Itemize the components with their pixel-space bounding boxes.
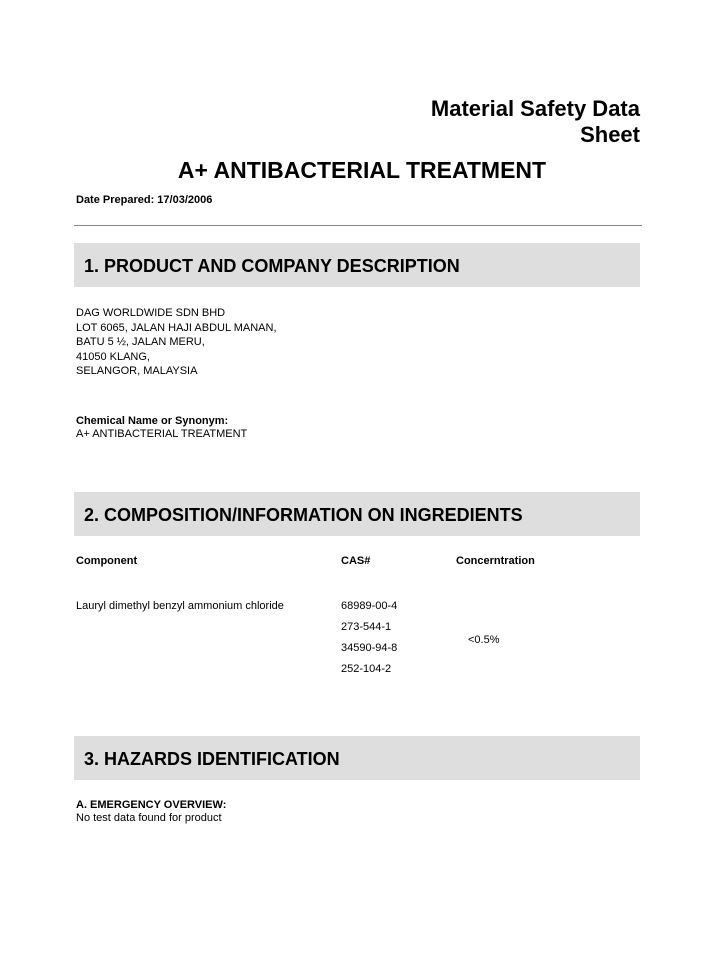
document-type-line-1: Material Safety Data [430,96,640,121]
company-address [76,306,277,379]
emergency-overview-value: No test data found for product [76,812,222,824]
address-line: LOT 6065, JALAN HAJI ABDUL MANAN, [76,321,277,334]
section-2-bar [74,492,640,536]
section-3-heading: 3. HAZARDS IDENTIFICATION [84,749,340,769]
address-line: DAG WORLDWIDE SDN BHD [76,307,226,319]
chemical-name-value: A+ ANTIBACTERIAL TREATMENT [76,428,248,440]
concentration-value: <0.5% [468,634,500,646]
product-title: A+ ANTIBACTERIAL TREATMENT [177,157,547,183]
cas-number: 68989-00-4 [341,600,398,612]
cas-number-list [341,600,397,684]
header-divider [74,225,642,226]
address-line: SELANGOR, MALAYSIA [76,365,198,377]
section-1-heading: 1. PRODUCT AND COMPANY DESCRIPTION [84,256,460,276]
section-1-bar [74,243,640,287]
section-2-heading: 2. COMPOSITION/INFORMATION ON INGREDIENTS [84,505,523,525]
column-header-cas: CAS# [341,555,371,567]
address-line: 41050 KLANG, [76,350,150,363]
emergency-overview-label: A. EMERGENCY OVERVIEW: [76,799,227,811]
document-type-title [431,96,640,148]
cas-number: 252-104-2 [341,663,392,675]
column-header-concentration: Concerntration [456,555,535,567]
document-type-line-2: Sheet [580,122,640,147]
section-3-bar [74,736,640,780]
chemical-name-block [76,415,247,441]
cas-number: 34590-94-8 [341,642,398,654]
date-prepared: Date Prepared: 17/03/2006 [76,194,213,206]
component-name: Lauryl dimethyl benzyl ammonium chloride [76,600,284,612]
cas-number: 273-544-1 [341,621,392,633]
emergency-overview-block [76,799,226,825]
column-header-component: Component [76,555,138,567]
address-line: BATU 5 ½, JALAN MERU, [76,336,205,348]
chemical-name-label: Chemical Name or Synonym: [76,415,229,427]
